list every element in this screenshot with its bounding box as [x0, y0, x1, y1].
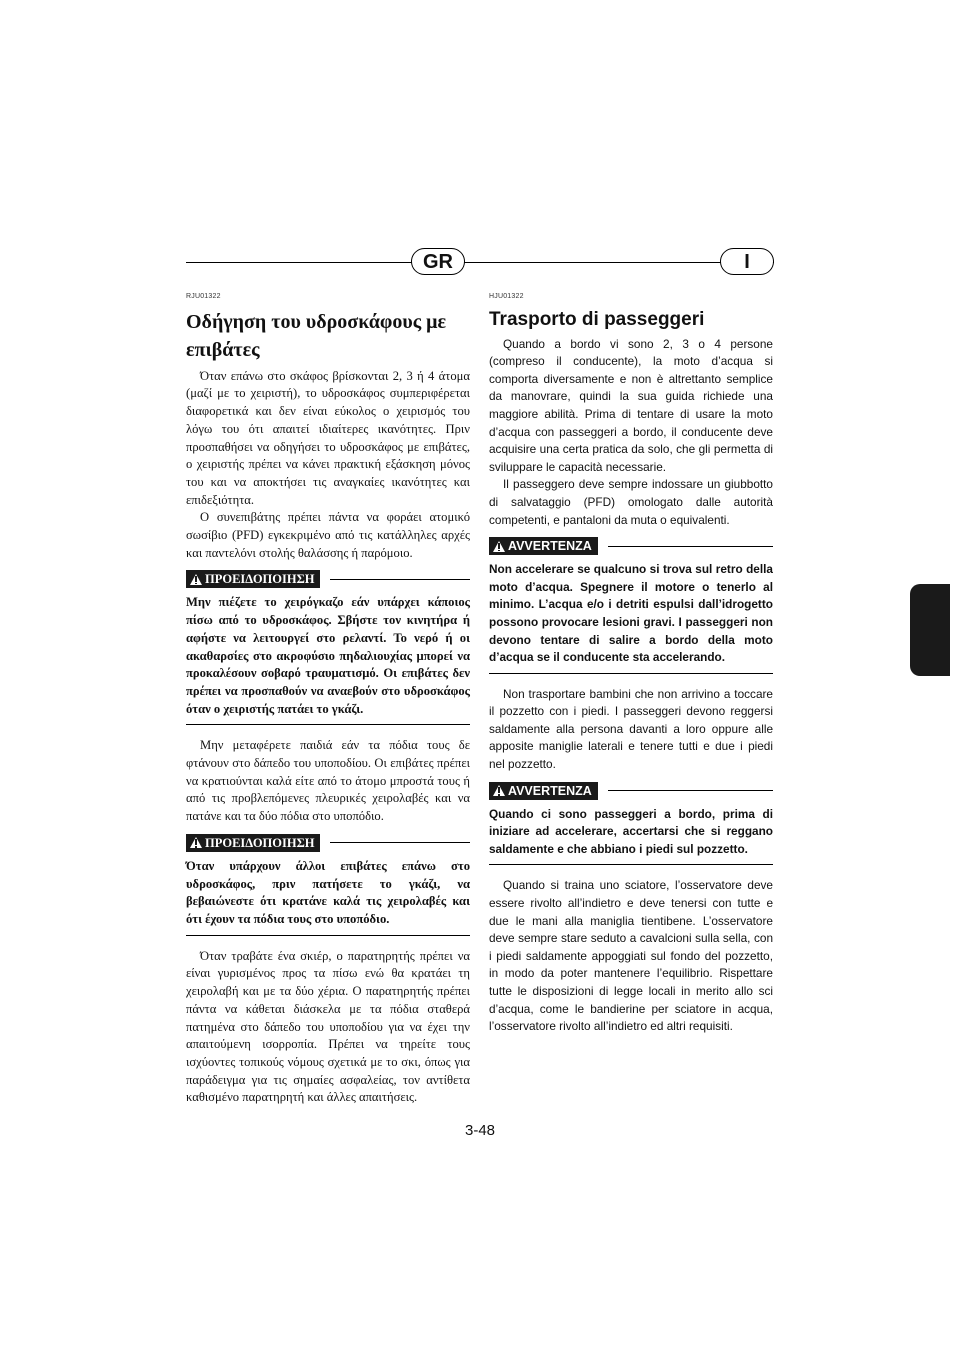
paragraph: Quando a bordo vi sono 2, 3 o 4 persone (compreso il conducente), la moto d’acqua si comporta diversamente e non è altrettanto semplice da manovrare, quindi la sua guida richiede una maggiore abilità. Prima di tentare di usare la moto d’acqua con passeggeri a bordo, il conducente deve acquisire una certa pratica da solo, che gli permetta di sviluppare le capacità necessarie.	[489, 336, 773, 474]
warning-box	[489, 782, 773, 866]
warning-text: Non accelerare se qualcuno si trova sul retro della moto d’acqua. Spegnere il motore o tenerlo al minimo. L’acqua e/o i detriti espulsi dall’idrogetto possono provocare lesioni gravi. I passeggeri non devono tentare di salire a bordo della moto d’acqua se il conducente sta accelerando.	[489, 561, 773, 674]
warning-badge	[489, 537, 598, 555]
warning-rule	[330, 579, 470, 580]
section-code: HJU01322	[489, 293, 524, 300]
section-title: Trasporto di passeggeri	[489, 308, 705, 330]
warning-box	[186, 834, 470, 936]
page-number: 3-48	[464, 1122, 496, 1139]
warning-label: AVVERTENZA	[508, 783, 592, 798]
paragraph: Quando si traina uno sciatore, l’osservatore deve essere rivolto all’indietro e deve tenersi con tutte e due le mani alla maniglia tientibene. L’osservatore deve sempre stare seduto a cavalcioni sulla sella, con i piedi saldamente appoggiati sul fondo del pozzetto, in modo da poter mantenere l’equilibrio. Rispettare tutte le disposizioni di legge locali in merito allo sci d’acqua, come le bandierine per sciatore in acqua, l’osservatore rivolto all’indietro ed altri requisiti.	[489, 878, 773, 1034]
paragraph: Όταν τραβάτε ένα σκιέρ, ο παρατηρητής πρέπει να είναι γυρισμένος προς τα πίσω ενώ θα κρατάει τη χειρολαβή και με τα δύο χέρια. Ο παρατηρητής πρέπει πάντα να κάθεται διάσκελα με τα πόδια σταθερά πατημένα στο δάπεδο του υποποδίου για να έχει την απαιτούμενη ισορροπία. Πρέπει να τηρείτε τους ισχύοντες τοπικούς νόμους σχετικά με το σκι, όπως για παράδειγμα για τις σημαίες ασφαλείας, τον αντίθετα καθισμένο παρατηρητή και άλλες απαιτήσεις.	[186, 948, 470, 1105]
header-rule	[186, 262, 774, 263]
language-tab-it: I	[720, 248, 774, 275]
warning-label: ΠΡΟΕΙΔΟΠΟΙΗΣΗ	[205, 835, 315, 850]
warning-triangle-icon	[493, 785, 505, 796]
warning-text: Όταν υπάρχουν άλλοι επιβάτες επάνω στο υδροσκάφος, πριν πατήσετε το γκάζι, να βεβαιώνεστε ότι κρατάνε καλά τις χειρολαβές και ότι έχουν τα πόδια τους στο υποπόδιο.	[186, 858, 470, 936]
warning-box	[489, 537, 773, 674]
paragraph: Ο συνεπιβάτης πρέπει πάντα να φοράει ατομικό σωσίβιο (PFD) εγκεκριμένο από τις κατάλληλες αρχές και παντελόνι στολής θαλάσσης ή παρόμοιο.	[186, 510, 470, 560]
warning-triangle-icon	[493, 541, 505, 552]
warning-rule	[608, 790, 773, 791]
language-tab-gr: GR	[411, 248, 465, 275]
paragraph: Il passeggero deve sempre indossare un giubbotto di salvataggio (PFD) omologato dalle autorità competenti, e pantaloni da muta o equivalenti.	[489, 477, 773, 527]
paragraph: Όταν επάνω στο σκάφος βρίσκονται 2, 3 ή 4 άτομα (μαζί με το χειριστή), το υδροσκάφος συμπεριφέρεται διαφορετικά και δεν είναι εύκολος ο χειρισμός του λόγω του ότι απαιτεί ιδιαίτερες ικανότητες. Πριν προσπαθήσει να οδηγήσει το υδροσκάφος με επιβάτες, ο χειριστής πρέπει να κάνει πρακτική εξάσκηση μόνος του και να αποκτήσει τις αναγκαίες ικανότητες και επιδεξιότητα.	[186, 368, 470, 507]
warning-box	[186, 570, 470, 725]
greek-column	[186, 288, 470, 1107]
warning-label: ΠΡΟΕΙΔΟΠΟΙΗΣΗ	[205, 572, 315, 587]
italian-column	[489, 288, 773, 1036]
warning-badge	[489, 782, 598, 800]
warning-header	[186, 834, 470, 852]
warning-label: AVVERTENZA	[508, 539, 592, 554]
warning-rule	[330, 842, 470, 843]
paragraph: Μην μεταφέρετε παιδιά εάν τα πόδια τους δε φτάνουν στο δάπεδο του υποποδίου. Οι επιβάτες πρέπει να κρατιούνται καλά είτε από το άτομο μπροστά τους ή από τις προβλεπόμενες πλευρικές χειρολαβές και να πατάνε και τα δύο πόδια στο υποπόδιο.	[186, 738, 470, 824]
warning-text: Quando ci sono passeggeri a bordo, prima di iniziare ad accelerare, accertarsi che si reggano saldamente e che abbiano i piedi sul pozzetto.	[489, 806, 773, 866]
warning-text: Μην πιέζετε το χειρόγκαζο εάν υπάρχει κάποιος πίσω από το υδροσκάφος. Σβήστε τον κινητήρα ή αφήστε να λειτουργεί στο ρελαντί. Το νερό ή οι ακαθαρσίες στο ακροφύσιο πηδαλιουχίας μπορεί να προκαλέσουν σοβαρό τραυματισμό. Οι επιβάτες δεν πρέπει να προσπαθούν να αναεβούν στο υδροσκάφος όταν ο χειριστής πατάει το γκάζι.	[186, 594, 470, 725]
warning-badge	[186, 570, 320, 588]
warning-header	[186, 570, 470, 588]
section-code: RJU01322	[186, 293, 221, 300]
warning-badge	[186, 834, 320, 852]
warning-triangle-icon	[190, 837, 202, 848]
section-thumb-tab	[910, 584, 950, 676]
paragraph: Non trasportare bambini che non arrivino a toccare il pozzetto con i piedi. I passeggeri devono reggersi saldamente alla persona davanti a loro oppure alle apposite maniglie laterali e tenere tutti e due i piedi nel pozzetto.	[489, 686, 773, 772]
warning-header	[489, 537, 773, 555]
warning-triangle-icon	[190, 574, 202, 585]
section-title: Οδήγηση του υδροσκάφους με επιβάτες	[186, 310, 447, 361]
warning-header	[489, 782, 773, 800]
warning-rule	[608, 546, 773, 547]
